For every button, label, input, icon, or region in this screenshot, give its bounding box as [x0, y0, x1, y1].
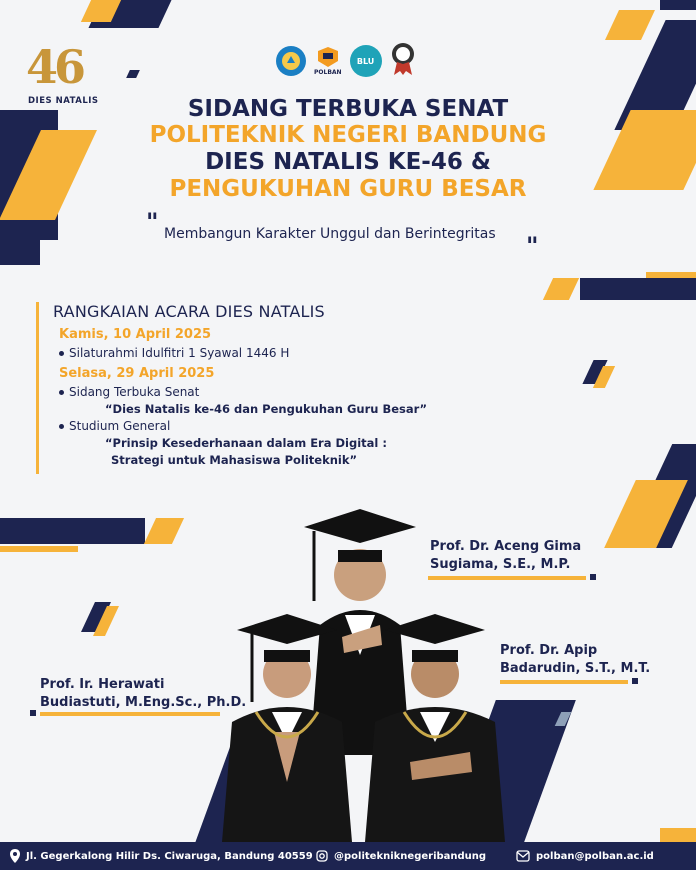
deco-small-navy — [126, 70, 140, 78]
bullet-icon — [59, 424, 64, 429]
agenda-day-2: Selasa, 29 April 2025 — [59, 366, 215, 381]
polban-label: POLBAN — [314, 68, 342, 76]
agenda-item-subtitle: “Prinsip Kesederhanaan dalam Era Digital : — [105, 436, 387, 450]
title-line-2: POLITEKNIK NEGERI BANDUNG — [149, 122, 547, 148]
deco-mid-right-gold — [543, 278, 579, 300]
tagline-text: Membangun Karakter Unggul dan Berintegritas — [164, 226, 496, 242]
deco-top-right-gold — [605, 10, 655, 40]
agenda-item-subtitle: Strategi untuk Mahasiswa Politeknik” — [111, 453, 358, 467]
professor-name-line: Badarudin, S.T., M.T. — [500, 661, 651, 676]
professor-name-line: Prof. Dr. Apip — [500, 643, 598, 658]
footer-address-text: Jl. Gegerkalong Hilir Ds. Ciwaruga, Bandung 40559 — [26, 850, 313, 862]
title-line-3: DIES NATALIS KE-46 & — [205, 149, 491, 175]
footer-email[interactable] — [516, 850, 654, 862]
professor-photo-left — [212, 612, 362, 842]
agenda-item-text: Sidang Terbuka Senat — [69, 385, 200, 399]
deco-right-navy-2 — [660, 0, 696, 10]
footer-address — [10, 849, 313, 863]
professor-name-3-underline — [40, 712, 220, 716]
footer-email-text: polban@polban.ac.id — [536, 850, 654, 862]
polban-icon — [315, 47, 341, 69]
agenda-item-text: Silaturahmi Idulfitri 1 Syawal 1446 H — [69, 346, 290, 360]
blu-icon — [350, 45, 382, 77]
professor-name-2-underline — [500, 680, 628, 684]
partner-logos — [276, 42, 416, 80]
deco-dot-4 — [30, 710, 36, 716]
professor-name-1-underline — [428, 576, 586, 580]
agenda-item-subtitle: “Dies Natalis ke-46 dan Pengukuhan Guru Besar” — [105, 402, 428, 416]
bullet-icon — [59, 351, 64, 356]
footer-instagram[interactable] — [316, 850, 486, 862]
professor-name-3 — [40, 676, 246, 712]
polban-logo — [314, 47, 342, 76]
deco-mid-right-gold-2 — [646, 272, 696, 278]
professor-name-2 — [500, 642, 650, 678]
deco-left-gold-band — [144, 518, 184, 544]
location-pin-icon — [10, 849, 20, 863]
certified-seal-icon — [390, 42, 416, 80]
quote-close-mark: " — [526, 232, 539, 260]
agenda-item — [59, 385, 476, 399]
deco-left-gold-bar — [0, 546, 78, 552]
professor-name-line: Sugiama, S.E., M.P. — [430, 557, 571, 572]
professor-photo-right — [360, 612, 510, 842]
deco-mid-right-navy — [580, 278, 696, 300]
email-icon — [516, 850, 530, 862]
professor-name-line: Prof. Ir. Herawati — [40, 677, 165, 692]
tut-wuri-handayani-icon — [276, 46, 306, 76]
deco-dot-2 — [590, 574, 596, 580]
agenda-title: RANGKAIAN ACARA DIES NATALIS — [53, 302, 325, 321]
agenda-day-1: Kamis, 10 April 2025 — [59, 327, 212, 342]
footer-instagram-text: @politekniknegeribandung — [334, 850, 487, 862]
professor-name-line: Budiastuti, M.Eng.Sc., Ph.D. — [40, 695, 247, 710]
tagline-quote — [164, 226, 564, 242]
agenda-item-text: Studium General — [69, 419, 171, 433]
deco-bottom-right-gold — [660, 828, 696, 842]
bullet-icon — [59, 390, 64, 395]
quote-open-mark: " — [146, 208, 159, 236]
blu-label: BLU — [356, 56, 375, 66]
deco-left-navy-band — [0, 518, 145, 544]
professor-name-1 — [430, 538, 581, 574]
agenda-item — [59, 346, 476, 360]
logo-text: DIES NATALIS — [28, 96, 99, 106]
logo-number: 46 — [26, 40, 83, 94]
instagram-icon — [316, 850, 328, 862]
footer-bar — [0, 842, 696, 870]
title-line-1: SIDANG TERBUKA SENAT — [187, 96, 509, 122]
deco-dot-3 — [632, 678, 638, 684]
agenda-item — [59, 419, 476, 433]
title-line-4: PENGUKUHAN GURU BESAR — [169, 176, 527, 202]
professor-name-line: Prof. Dr. Aceng Gima — [430, 539, 582, 554]
deco-left-navy-2 — [0, 225, 40, 265]
agenda-section — [36, 302, 476, 474]
